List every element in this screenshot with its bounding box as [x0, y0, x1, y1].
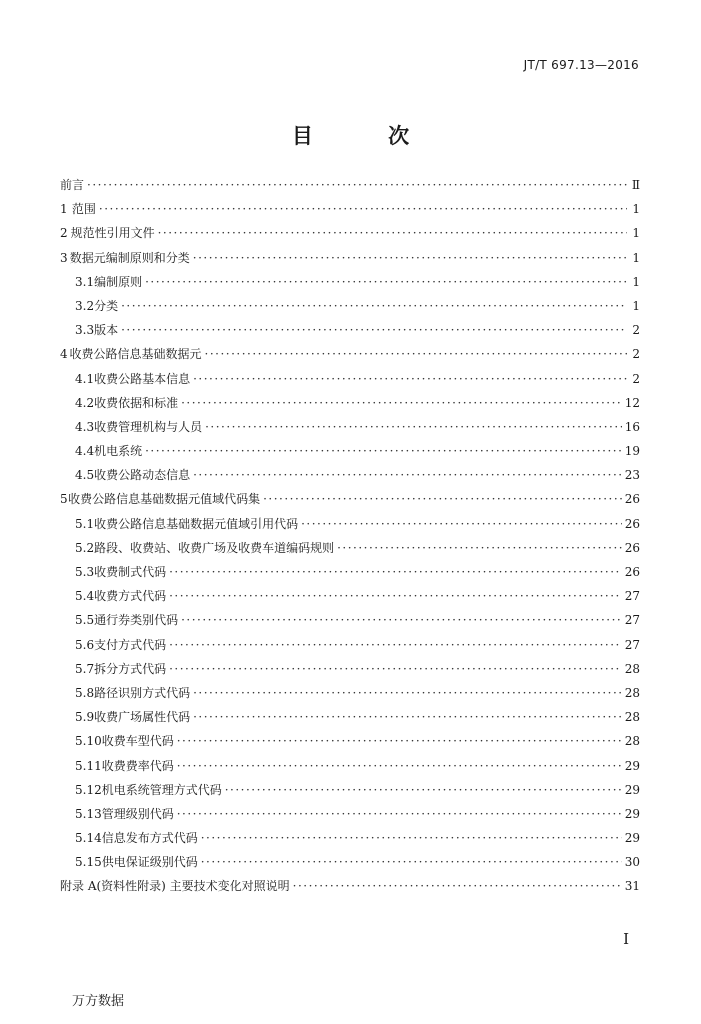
- table-of-contents: [60, 176, 640, 902]
- toc-entry-number: 5.15: [75, 855, 102, 870]
- toc-entry-number: 5.5: [75, 613, 95, 628]
- dot-leader: [145, 275, 627, 289]
- dot-leader: [121, 323, 627, 337]
- toc-entry[interactable]: [60, 684, 640, 708]
- toc-entry-number: 5.4: [75, 589, 95, 604]
- toc-entry-page: 27: [624, 613, 640, 628]
- toc-entry-number: 3: [60, 250, 68, 265]
- toc-entry-label: 收费公路信息基础数据元: [69, 347, 202, 362]
- toc-entry-page: 29: [624, 806, 640, 821]
- toc-entry-number: 5.3: [75, 565, 95, 579]
- toc-entry-number: 4.3: [75, 419, 95, 434]
- toc-entry-number: 5.14: [75, 831, 102, 846]
- toc-entry-page: Ⅱ: [631, 178, 640, 192]
- toc-entry-number: 5.11: [75, 758, 102, 773]
- toc-entry[interactable]: [60, 853, 640, 877]
- toc-entry-number: 4.5: [75, 468, 95, 483]
- toc-entry-number: 1: [60, 202, 68, 217]
- dot-leader: [181, 613, 622, 627]
- toc-entry[interactable]: [60, 273, 640, 297]
- toc-entry[interactable]: [60, 805, 640, 829]
- toc-entry[interactable]: [60, 563, 640, 587]
- toc-entry-label: 收费公路信息基础数据元值域引用代码: [94, 516, 299, 531]
- toc-entry-page: 26: [624, 565, 640, 579]
- toc-entry-label: 范围: [71, 202, 96, 217]
- toc-entry-page: 29: [624, 782, 640, 797]
- toc-entry[interactable]: [60, 418, 640, 442]
- toc-entry-page: 2: [632, 347, 640, 362]
- toc-entry[interactable]: [60, 466, 640, 490]
- toc-entry-number: 4.1: [75, 371, 95, 386]
- toc-entry-number: 3.1: [75, 274, 95, 289]
- toc-entry-label: 收费公路动态信息: [94, 468, 191, 483]
- toc-entry-number: 5.6: [75, 637, 95, 652]
- toc-entry-label: 收费广场属性代码: [94, 710, 191, 725]
- dot-leader: [169, 638, 622, 652]
- toc-entry-number: 4.4: [75, 444, 95, 459]
- toc-entry-page: 2: [632, 323, 640, 338]
- dot-leader: [99, 202, 627, 216]
- dot-leader: [177, 734, 622, 748]
- toc-entry[interactable]: [60, 321, 640, 345]
- dot-leader: [301, 517, 622, 531]
- dot-leader: [193, 710, 622, 724]
- toc-entry-label: 编制原则: [94, 274, 143, 289]
- toc-entry-page: 26: [624, 540, 640, 555]
- toc-entry-page: 31: [624, 879, 640, 894]
- dot-leader: [169, 662, 622, 676]
- toc-entry-page: 27: [624, 637, 640, 652]
- toc-entry[interactable]: [60, 224, 640, 248]
- dot-leader: [201, 855, 622, 869]
- toc-entry-number: 2: [60, 226, 68, 241]
- toc-entry[interactable]: [60, 877, 640, 901]
- toc-entry[interactable]: [60, 829, 640, 853]
- toc-entry-page: 27: [624, 589, 640, 604]
- toc-entry-label: 收费管理机构与人员: [94, 419, 203, 434]
- toc-entry-label: 收费方式代码: [94, 589, 167, 604]
- toc-entry-number: 5.2: [75, 540, 95, 555]
- toc-entry[interactable]: [60, 176, 640, 200]
- dot-leader: [177, 759, 622, 773]
- toc-entry[interactable]: [60, 200, 640, 224]
- toc-entry-label: 机电系统: [94, 444, 143, 459]
- dot-leader: [145, 444, 622, 458]
- toc-entry-page: 26: [624, 492, 640, 507]
- dot-leader: [87, 178, 627, 192]
- toc-entry-page: 1: [632, 202, 640, 217]
- toc-entry[interactable]: [60, 611, 640, 635]
- dot-leader: [177, 807, 622, 821]
- toc-entry-label: 信息发布方式代码: [101, 831, 198, 846]
- toc-entry-label: 收费车型代码: [101, 734, 174, 749]
- toc-entry[interactable]: [60, 539, 640, 563]
- toc-entry[interactable]: [60, 781, 640, 805]
- toc-entry-number: 4.2: [75, 395, 95, 410]
- toc-entry[interactable]: [60, 442, 640, 466]
- toc-entry-label: 机电系统管理方式代码: [101, 782, 222, 797]
- toc-entry-label: 数据元编制原则和分类: [69, 250, 190, 265]
- toc-entry-label: 收费公路基本信息: [94, 371, 191, 386]
- toc-entry-label: 版本: [94, 323, 119, 338]
- dot-leader: [193, 468, 622, 482]
- toc-entry-number: 5.8: [75, 685, 95, 700]
- toc-entry-page: 19: [624, 444, 640, 459]
- toc-entry-label: 路段、收费站、收费广场及收费车道编码规则: [94, 540, 335, 555]
- page-number: I: [623, 930, 629, 948]
- toc-entry-label: 规范性引用文件: [70, 226, 155, 241]
- toc-entry-label: 收费依据和标准: [94, 395, 179, 410]
- toc-entry-page: 26: [624, 516, 640, 531]
- toc-entry[interactable]: [60, 490, 640, 514]
- toc-entry[interactable]: [60, 660, 640, 684]
- toc-entry-number: 5.1: [75, 516, 95, 531]
- dot-leader: [337, 541, 622, 555]
- toc-entry-label: 拆分方式代码: [94, 661, 167, 676]
- toc-entry[interactable]: [60, 636, 640, 660]
- toc-entry-page: 29: [624, 831, 640, 846]
- toc-entry-page: 28: [624, 734, 640, 749]
- toc-entry-number: 5.10: [75, 734, 102, 749]
- toc-entry-page: 28: [624, 661, 640, 676]
- toc-entry-page: 2: [632, 371, 640, 386]
- toc-entry[interactable]: [60, 297, 640, 321]
- toc-entry-number: 5.7: [75, 661, 95, 676]
- standard-code: JT/T 697.13—2016: [523, 58, 639, 72]
- toc-entry-number: 3.2: [75, 298, 95, 313]
- dot-leader: [263, 492, 622, 506]
- toc-entry-page: 28: [624, 685, 640, 700]
- toc-entry-page: 29: [624, 758, 640, 773]
- toc-entry-label: 前言: [60, 178, 85, 192]
- toc-entry-label: 附录 A(资料性附录) 主要技术变化对照说明: [60, 879, 290, 894]
- toc-entry[interactable]: [60, 587, 640, 611]
- dot-leader: [205, 420, 622, 434]
- toc-entry[interactable]: [60, 708, 640, 732]
- toc-entry[interactable]: [60, 345, 640, 369]
- toc-entry-label: 收费制式代码: [94, 565, 167, 579]
- toc-entry-label: 管理级别代码: [101, 806, 174, 821]
- toc-entry-page: 12: [624, 395, 640, 410]
- toc-entry-page: 1: [632, 298, 640, 313]
- toc-entry-number: 5.12: [75, 782, 102, 797]
- toc-entry-page: 1: [632, 226, 640, 241]
- toc-entry-number: 5.9: [75, 710, 95, 725]
- toc-entry-page: 1: [632, 250, 640, 265]
- toc-entry-page: 30: [624, 855, 640, 870]
- toc-entry[interactable]: [60, 249, 640, 273]
- dot-leader: [158, 226, 627, 240]
- dot-leader: [169, 589, 622, 603]
- toc-entry-label: 支付方式代码: [94, 637, 167, 652]
- dot-leader: [121, 299, 627, 313]
- dot-leader: [193, 372, 627, 386]
- toc-entry-label: 通行券类别代码: [94, 613, 179, 628]
- dot-leader: [193, 251, 627, 265]
- dot-leader: [205, 347, 627, 361]
- toc-entry-page: 16: [624, 419, 640, 434]
- toc-entry-label: 路径识别方式代码: [94, 685, 191, 700]
- toc-entry-number: 4: [60, 347, 68, 362]
- dot-leader: [193, 686, 622, 700]
- toc-entry-number: 3.3: [75, 323, 95, 338]
- toc-entry-page: 23: [624, 468, 640, 483]
- toc-entry[interactable]: [60, 515, 640, 539]
- toc-entry[interactable]: [60, 732, 640, 756]
- toc-entry[interactable]: [60, 757, 640, 781]
- toc-entry-page: 1: [632, 274, 640, 289]
- toc-entry[interactable]: [60, 370, 640, 394]
- page-title: 目 次: [291, 123, 444, 148]
- watermark-text: 万方数据: [72, 994, 125, 1009]
- toc-entry-label: 分类: [94, 298, 119, 313]
- toc-entry-label: 供电保证级别代码: [101, 855, 198, 870]
- toc-entry-page: 28: [624, 710, 640, 725]
- toc-entry-label: 收费公路信息基础数据元值域代码集: [68, 492, 261, 507]
- toc-entry-number: 5: [60, 492, 68, 507]
- dot-leader: [201, 831, 622, 845]
- toc-entry-label: 收费费率代码: [101, 758, 174, 773]
- dot-leader: [169, 565, 622, 579]
- dot-leader: [293, 879, 622, 893]
- toc-entry[interactable]: [60, 394, 640, 418]
- dot-leader: [225, 783, 622, 797]
- toc-entry-number: 5.13: [75, 806, 102, 821]
- dot-leader: [181, 396, 622, 410]
